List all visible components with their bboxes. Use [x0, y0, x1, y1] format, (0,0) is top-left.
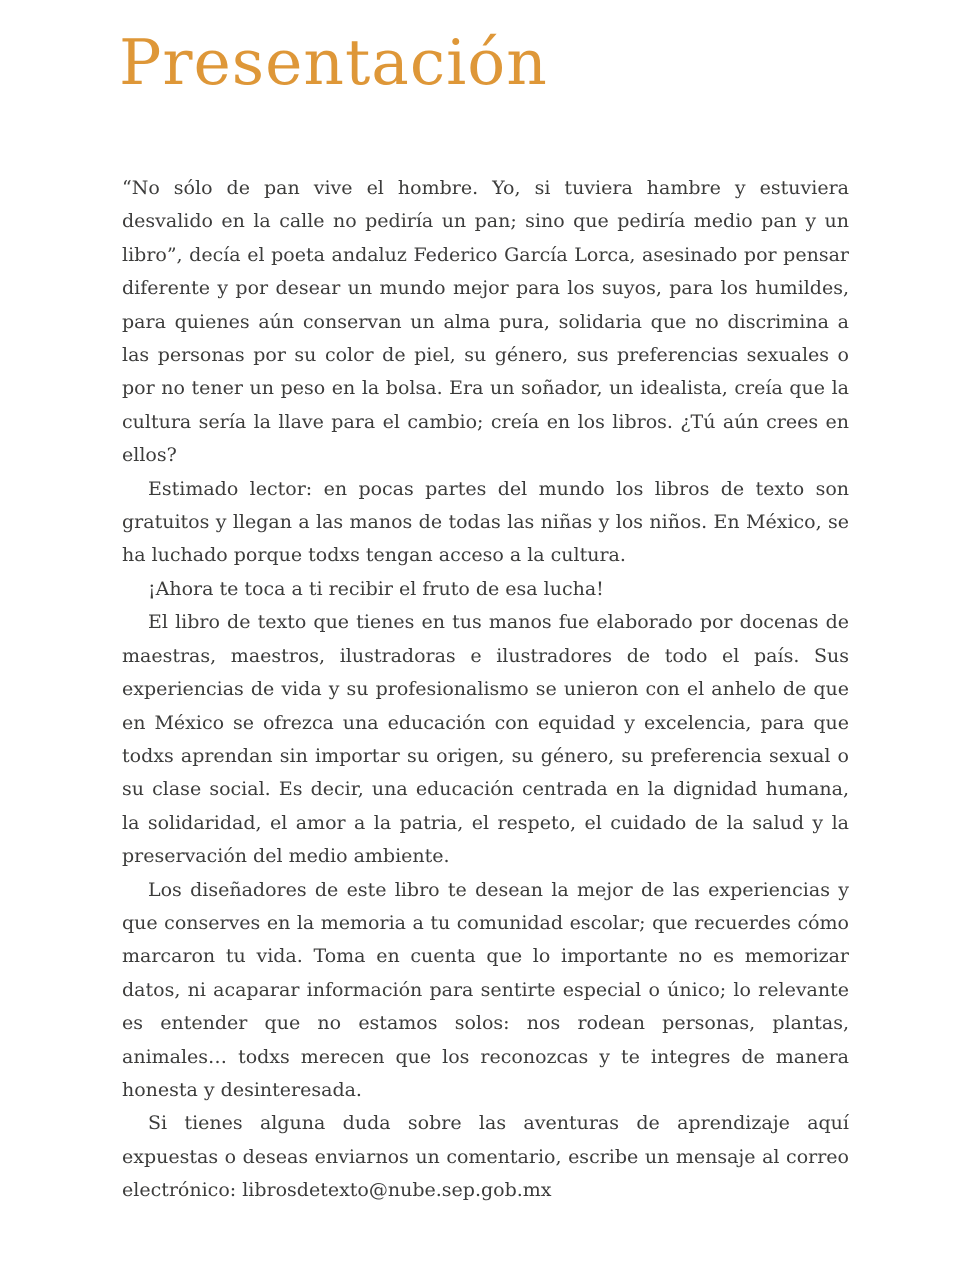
body-paragraph-ahora-te-toca: ¡Ahora te toca a ti recibir el fruto de esa lucha! [148, 577, 604, 600]
body-paragraph-estimado-lector: Estimado lector: en pocas partes del mundo los libros de texto son gratuitos y llegan a las manos de todas las niñas y los niños. En México, se ha luchado porque todxs tengan acceso a la cultura. [122, 477, 849, 567]
body-paragraph-los-disenadores: Los diseñadores de este libro te desean la mejor de las experiencias y que conserves en la memoria a tu comunidad escolar; que recuerdes cómo marcaron tu vida. Toma en cuenta que lo importante no es memorizar datos, ni acaparar información para sentirte especial o único; lo relevante es entender que no estamos solos: nos rodean personas, plantas, animales… todxs merecen que los reconozcas y te integres de manera honesta y desinteresada. [122, 878, 849, 1101]
page-title: Presentación [119, 26, 548, 99]
body-paragraph-el-libro-de-texto: El libro de texto que tienes en tus manos fue elaborado por docenas de maestras, maestros, ilustradoras e ilustradores de todo el país. Sus experiencias de vida y su profesionalismo se unieron con el anhelo de que en México se ofrezca una educación con equidad y excelencia, para que todxs aprendan sin importar su origen, su género, su preferencia sexual o su clase social. Es decir, una educación centrada en la dignidad humana, la solidaridad, el amor a la patria, el respeto, el cuidado de la salud y la preservación del medio ambiente. [122, 611, 849, 868]
body-text-block [122, 172, 849, 1208]
body-paragraph-contacto-correo: Si tienes alguna duda sobre las aventuras de aprendizaje aquí expuestas o deseas enviarnos un comentario, escribe un mensaje al correo electrónico: librosdetexto@nube.sep.gob.mx [122, 1112, 849, 1202]
body-paragraph-quote-lorca: “No sólo de pan vive el hombre. Yo, si tuviera hambre y estuviera desvalido en la calle no pediría un pan; sino que pediría medio pan y un libro”, decía el poeta andaluz Federico García Lorca, asesinado por pensar diferente y por desear un mundo mejor para los suyos, para los humildes, para quienes aún conservan un alma pura, solidaria que no discrimina a las personas por su color de piel, su género, sus preferencias sexuales o por no tener un peso en la bolsa. Era un soñador, un idealista, creía que la cultura sería la llave para el cambio; creía en los libros. ¿Tú aún crees en ellos? [122, 177, 849, 467]
